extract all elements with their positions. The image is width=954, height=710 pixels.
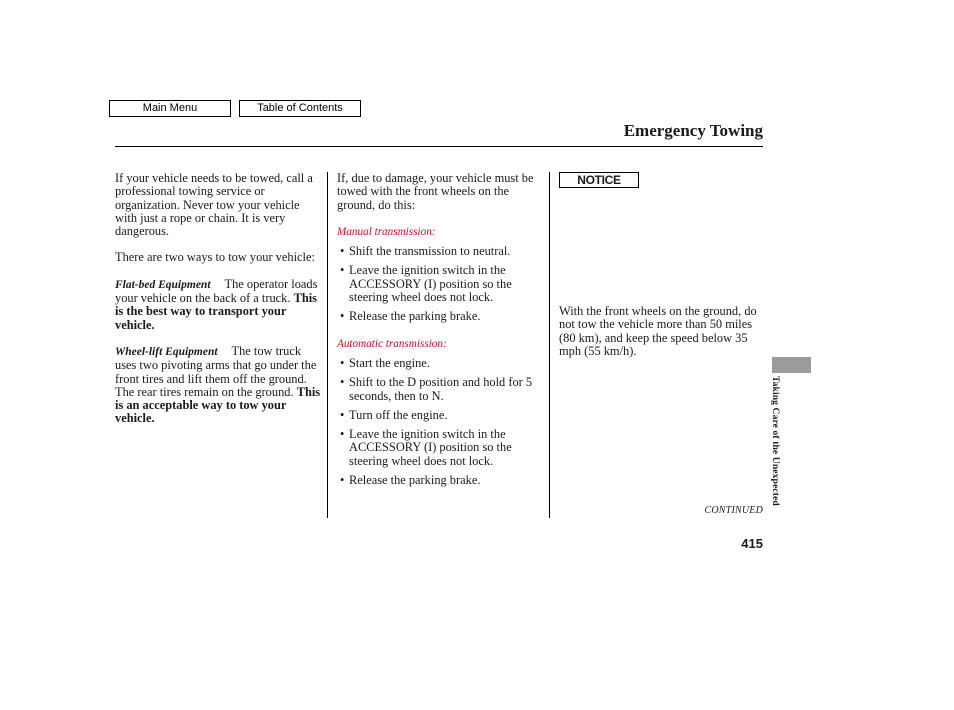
flatbed-term: Flat-bed Equipment [115,278,211,291]
middle-column [337,172,547,493]
list-item: • Start the engine. [337,357,547,370]
manual-transmission-heading: Manual transmission: [337,225,436,238]
section-tab [772,357,811,373]
intro-paragraph: If your vehicle needs to be towed, call a professional towing service or organization. Never tow your vehicle with just a rope or chain. It is very dangerous. [115,171,313,239]
notice-label: NOTICE [559,172,639,188]
list-item: • Leave the ignition switch in the ACCESSORY (I) position so the steering wheel does not lock. [337,428,547,468]
column-divider [549,172,550,518]
notice-text: With the front wheels on the ground, do not tow the vehicle more than 50 miles (80 km), and keep the speed below 35 mph (55 km/h). [559,304,757,358]
page-title: Emergency Towing [623,121,763,140]
manual-steps-list [337,245,547,323]
list-item: • Turn off the engine. [337,409,547,422]
column-divider [327,172,328,518]
automatic-transmission-heading: Automatic transmission: [337,337,447,350]
list-item: • Release the parking brake. [337,474,547,487]
page-number: 415 [741,536,763,551]
automatic-steps-list [337,357,547,487]
section-side-label: Taking Care of the Unexpected [770,376,781,506]
right-column [559,305,764,358]
flatbed-paragraph [115,278,322,332]
list-item: • Shift the transmission to neutral. [337,245,547,258]
list-item: • Leave the ignition switch in the ACCESSORY (I) position so the steering wheel does not lock. [337,264,547,304]
list-item: • Shift to the D position and hold for 5 seconds, then to N. [337,376,547,403]
wheellift-emphasis: This is an acceptable way to tow your vehicle. [115,384,321,426]
list-item: • Release the parking brake. [337,310,547,323]
continued-label: CONTINUED [704,505,763,516]
wheellift-text: The tow truck uses two pivoting arms that go under the front tires and lift them off the ground. The rear tires remain on the ground. [115,343,317,399]
title-divider [115,146,763,147]
table-of-contents-button[interactable]: Table of Contents [239,100,361,117]
flatbed-text: The operator loads your vehicle on the back of a truck. [115,276,318,306]
ways-paragraph: There are two ways to tow your vehicle: [115,250,315,265]
flatbed-emphasis: This is the best way to transport your vehicle. [115,291,317,332]
main-menu-button[interactable]: Main Menu [109,100,231,117]
left-column [115,172,322,426]
wheellift-paragraph [115,345,322,426]
towing-intro: If, due to damage, your vehicle must be towed with the front wheels on the ground, do this: [337,171,534,212]
wheellift-term: Wheel-lift Equipment [115,345,218,358]
